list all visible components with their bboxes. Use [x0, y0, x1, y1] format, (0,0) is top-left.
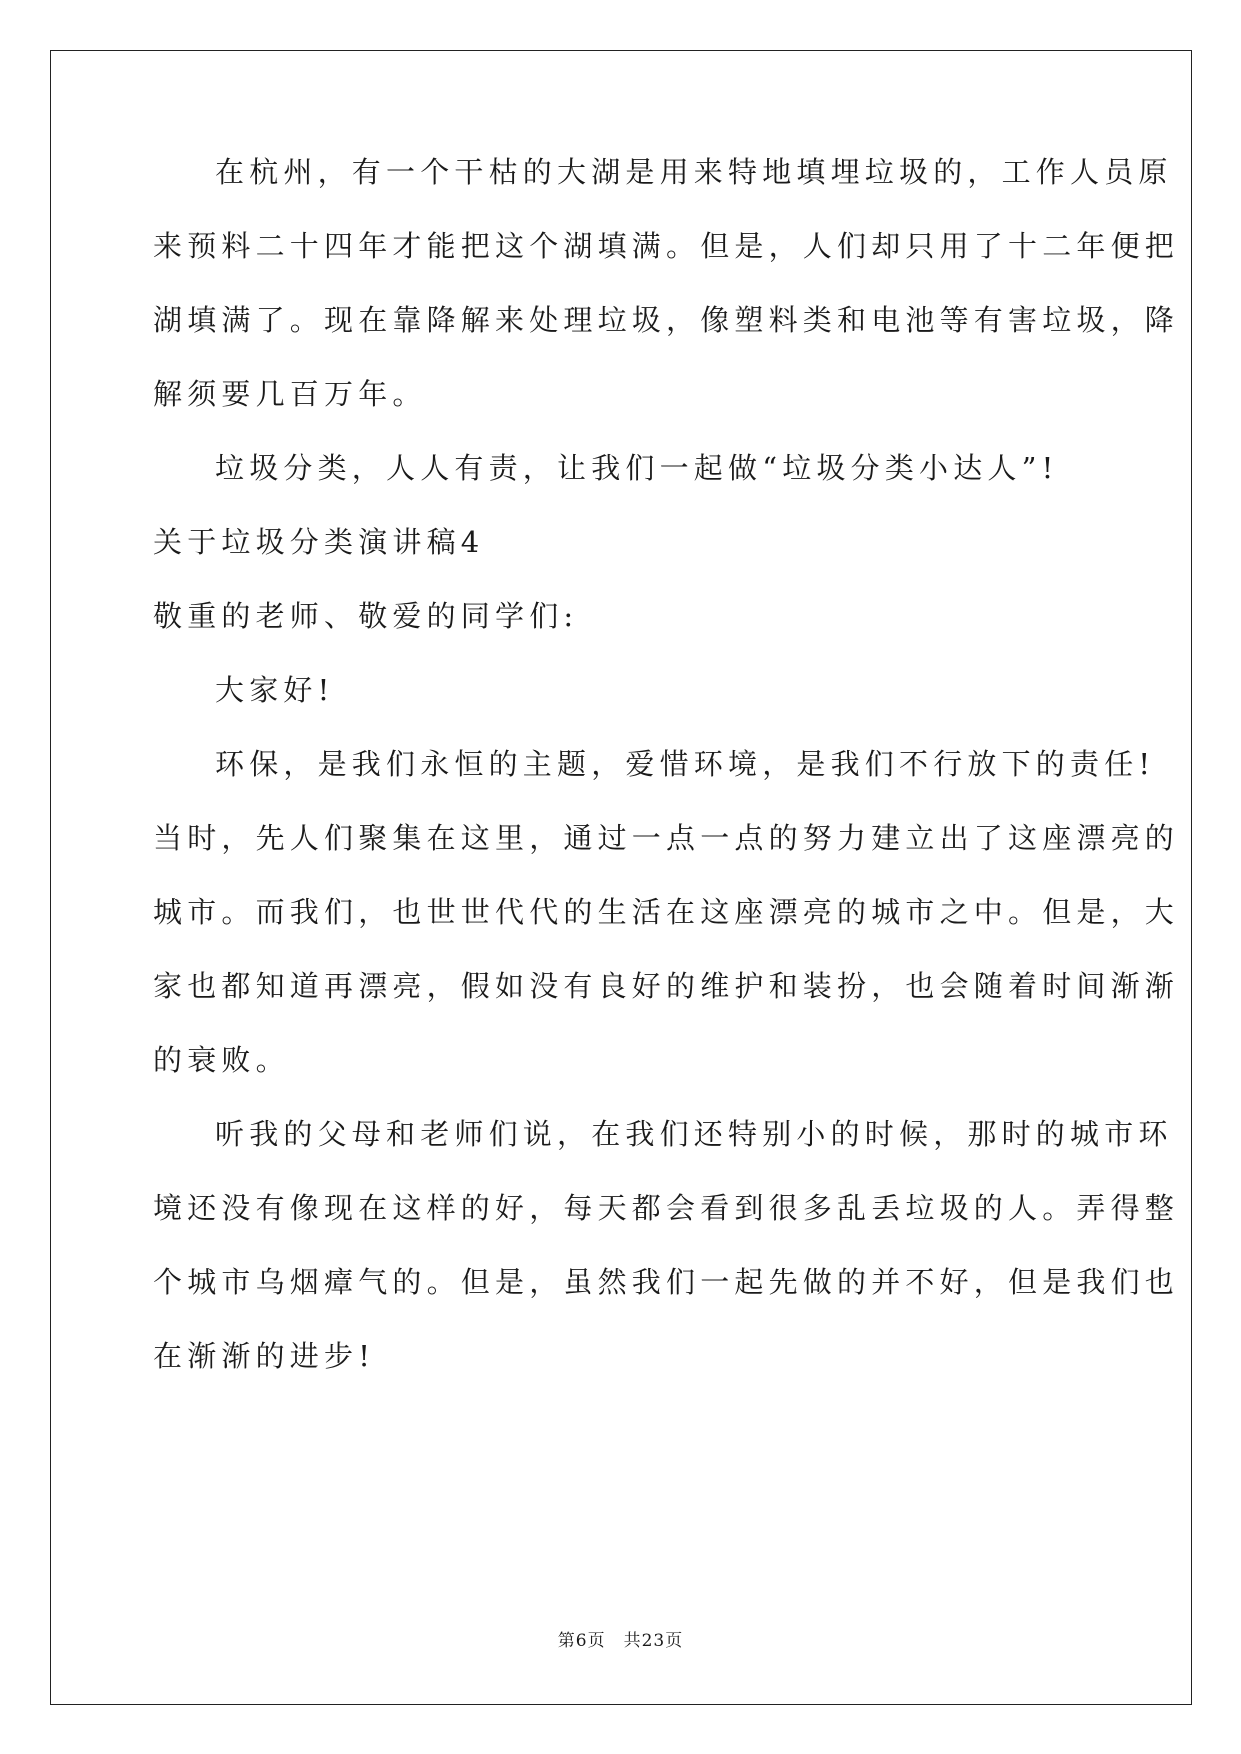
paragraph-line: 个城市乌烟瘴气的。但是，虽然我们一起先做的并不好，但是我们也	[153, 1265, 1180, 1299]
paragraph-line: 当时，先人们聚集在这里，通过一点一点的努力建立出了这座漂亮的	[153, 821, 1180, 855]
paragraph-line: 环保，是我们永恒的主题，爱惜环境，是我们不行放下的责任!	[215, 747, 1156, 781]
page-total: 共23页	[623, 1631, 684, 1651]
paragraph-line: 湖填满了。现在靠降解来处理垃圾，像塑料类和电池等有害垃圾，降	[153, 303, 1180, 337]
section-heading: 关于垃圾分类演讲稿4	[153, 525, 485, 559]
paragraph-line: 城市。而我们，也世世代代的生活在这座漂亮的城市之中。但是，大	[153, 895, 1180, 929]
paragraph-line: 境还没有像现在这样的好，每天都会看到很多乱丢垃圾的人。弄得整	[153, 1191, 1180, 1225]
salutation: 敬重的老师、敬爱的同学们:	[153, 599, 579, 633]
page-number: 第6页	[557, 1631, 606, 1651]
paragraph-line: 垃圾分类，人人有责，让我们一起做“垃圾分类小达人”!	[215, 451, 1059, 485]
paragraph-line: 在渐渐的进步!	[153, 1339, 376, 1373]
greeting: 大家好!	[215, 673, 335, 707]
paragraph-line: 解须要几百万年。	[153, 377, 427, 411]
paragraph-line: 听我的父母和老师们说，在我们还特别小的时候，那时的城市环	[215, 1117, 1173, 1151]
paragraph-line: 在杭州，有一个干枯的大湖是用来特地填埋垃圾的，工作人员原	[215, 155, 1173, 189]
page-footer	[0, 1629, 1241, 1653]
paragraph-line: 来预料二十四年才能把这个湖填满。但是，人们却只用了十二年便把	[153, 229, 1180, 263]
paragraph-line: 家也都知道再漂亮，假如没有良好的维护和装扮，也会随着时间渐渐	[153, 969, 1180, 1003]
paragraph-line: 的衰败。	[153, 1043, 290, 1077]
page-border	[50, 50, 1192, 1705]
